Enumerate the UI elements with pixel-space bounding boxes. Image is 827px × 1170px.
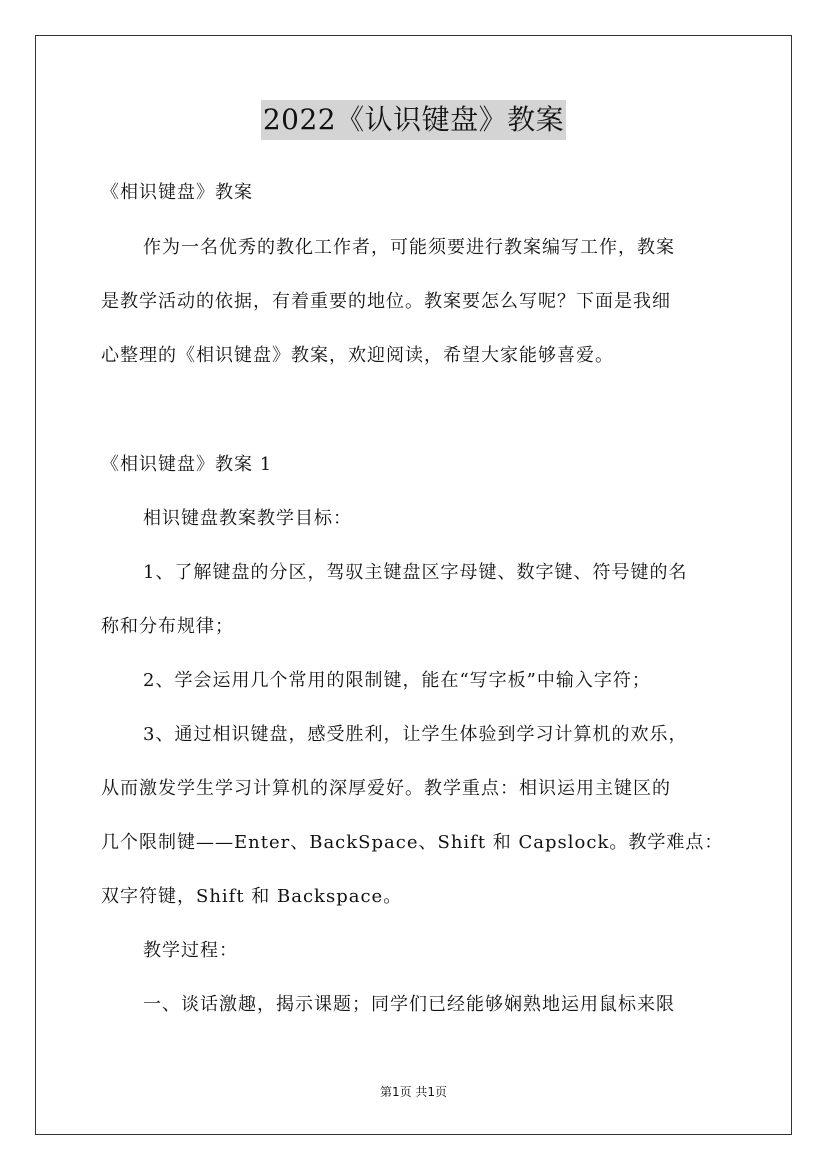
document-title: 2022《认识键盘》教案 — [261, 100, 566, 140]
paragraph-line: 几个限制键——Enter、BackSpace、Shift 和 Capslock。教学难点： — [101, 832, 724, 853]
paragraph-line: 双字符键，Shift 和 Backspace。 — [101, 886, 403, 907]
paragraph-line: 称和分布规律； — [101, 616, 234, 637]
title-container — [0, 100, 827, 140]
paragraph-line: 一、谈话激趣，揭示课题；同学们已经能够娴熟地运用鼠标来限 — [143, 994, 675, 1015]
page-footer: 第1页 共1页 — [379, 1085, 448, 1099]
paragraph-line: 心整理的《相识键盘》教案，欢迎阅读，希望大家能够喜爱。 — [101, 345, 614, 366]
paragraph-line: 从而激发学生学习计算机的深厚爱好。教学重点：相识运用主键区的 — [101, 778, 671, 799]
section-heading: 《相识键盘》教案 — [101, 182, 253, 203]
paragraph-line: 是教学活动的依据，有着重要的地位。教案要怎么写呢？下面是我细 — [101, 291, 671, 312]
paragraph-line: 相识键盘教案教学目标： — [143, 508, 352, 529]
paragraph-line: 1、了解键盘的分区，驾驭主键盘区字母键、数字键、符号键的名 — [143, 562, 688, 583]
paragraph-line: 2、学会运用几个常用的限制键，能在“写字板”中输入字符； — [143, 670, 651, 691]
section-heading: 《相识键盘》教案 1 — [101, 454, 273, 475]
paragraph-line: 作为一名优秀的教化工作者，可能须要进行教案编写工作，教案 — [143, 237, 675, 258]
paragraph-line: 3、通过相识键盘，感受胜利，让学生体验到学习计算机的欢乐， — [143, 724, 688, 745]
paragraph-line: 教学过程： — [143, 940, 238, 961]
